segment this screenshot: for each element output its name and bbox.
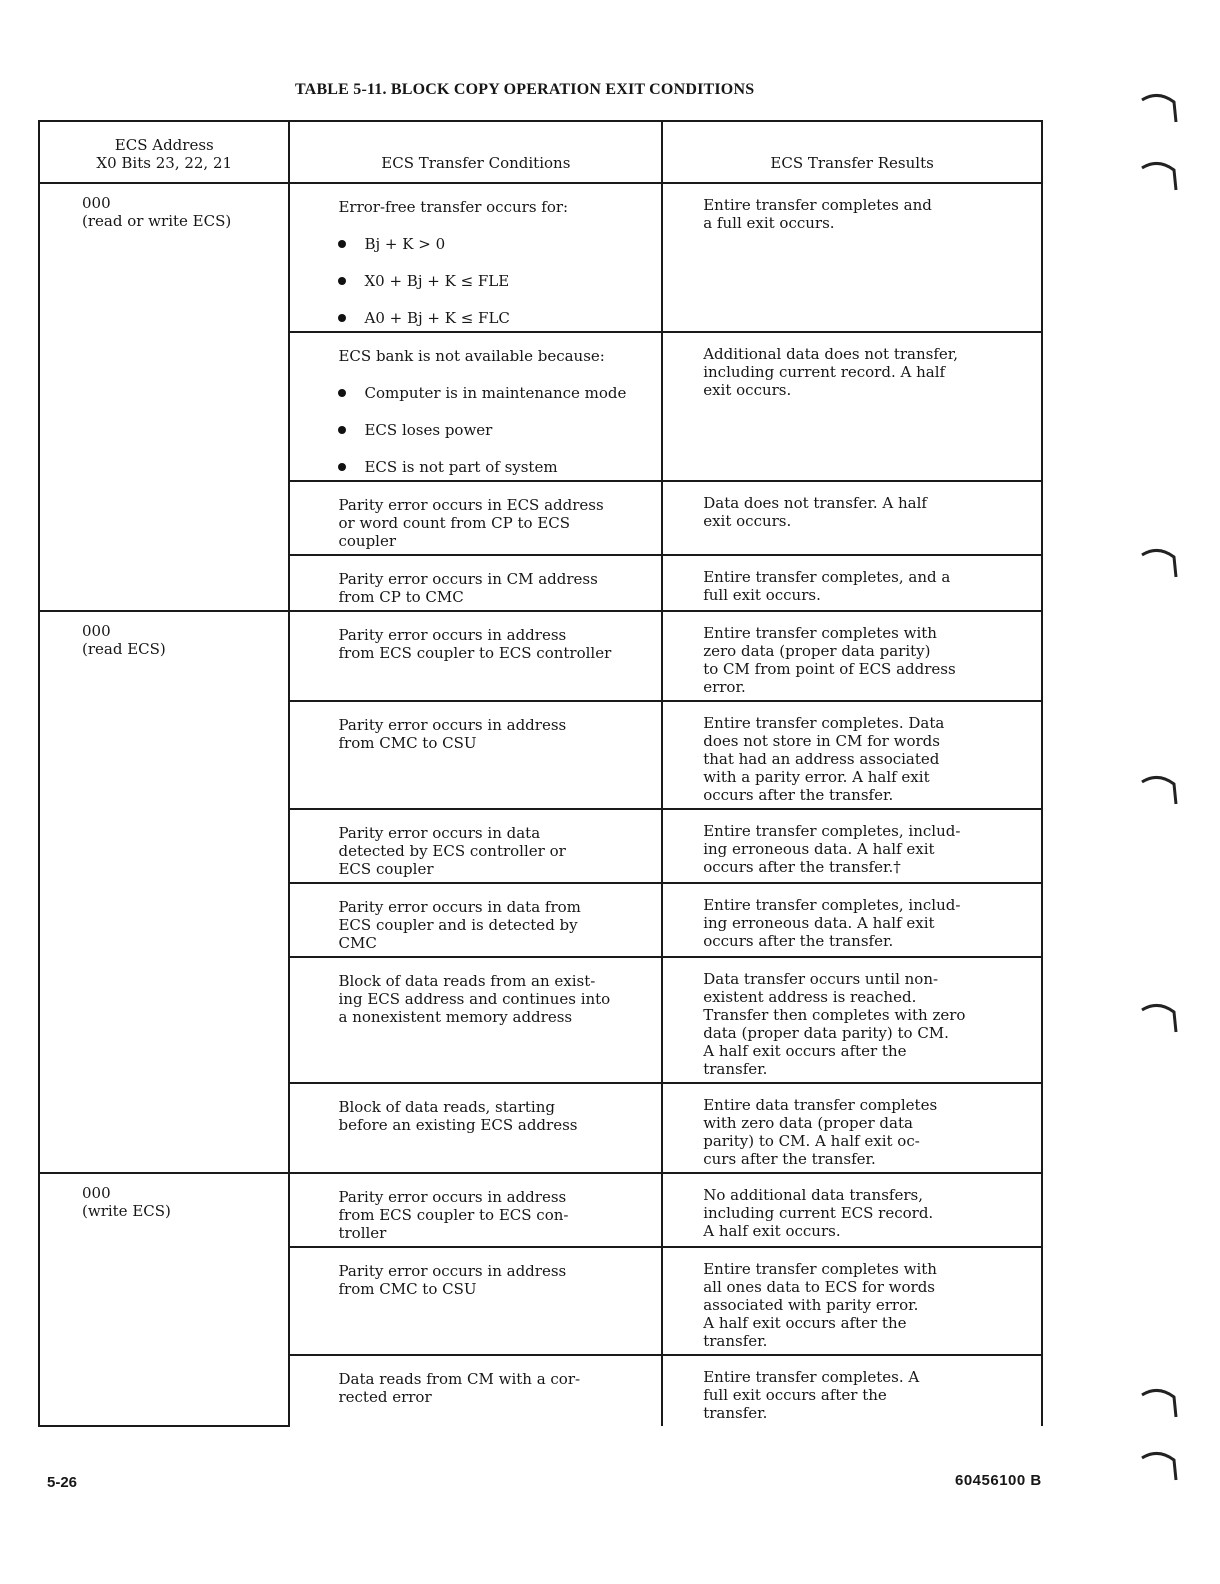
condition-cell [289, 1355, 662, 1426]
bullet-item: X0 + Bj + K ≤ FLE [338, 272, 651, 290]
result-cell [662, 555, 1042, 611]
condition-line: from ECS coupler to ECS controller [338, 644, 612, 662]
result-line: to CM from point of ECS address [703, 660, 956, 678]
result-cell [662, 1083, 1042, 1173]
condition-line: from CMC to CSU [338, 1280, 477, 1298]
result-cell [662, 1247, 1042, 1355]
condition-text: Error-free transfer occurs for: [338, 198, 569, 216]
header-transfer-conditions: ECS Transfer Conditions [289, 121, 662, 183]
header-ecs-address [39, 121, 289, 183]
result-line: Data transfer occurs until non- [703, 970, 939, 988]
result-line: Entire data transfer completes [703, 1096, 938, 1114]
condition-cell [289, 957, 662, 1083]
condition-cell [289, 332, 662, 481]
result-cell [662, 1355, 1042, 1426]
condition-line: from ECS coupler to ECS con- [338, 1206, 569, 1224]
result-line: exit occurs. [703, 512, 792, 530]
result-line: data (proper data parity) to CM. [703, 1024, 949, 1042]
condition-cell [289, 883, 662, 957]
condition-cell [289, 809, 662, 883]
result-cell [662, 883, 1042, 957]
result-line: error. [703, 678, 746, 696]
table-row [39, 183, 1042, 332]
result-line: transfer. [703, 1060, 768, 1078]
address-code: 000 [82, 194, 111, 212]
result-line: A half exit occurs after the [703, 1314, 907, 1332]
condition-cell [289, 183, 662, 332]
condition-cell [289, 1247, 662, 1355]
result-line: with zero data (proper data [703, 1114, 913, 1132]
result-line: A half exit occurs after the [703, 1042, 907, 1060]
condition-line: Parity error occurs in CM address [338, 570, 598, 588]
condition-cell [289, 611, 662, 701]
binder-ring-icon [1140, 1448, 1182, 1482]
condition-line: from CMC to CSU [338, 734, 477, 752]
result-line: zero data (proper data parity) [703, 642, 931, 660]
result-line: a full exit occurs. [703, 214, 835, 232]
document-number: 60456100 B [955, 1472, 1042, 1489]
table-row [39, 611, 1042, 701]
result-line: A half exit occurs. [703, 1222, 841, 1240]
result-cell [662, 611, 1042, 701]
result-line: full exit occurs after the [703, 1386, 887, 1404]
address-code: 000 [82, 622, 111, 640]
condition-cell [289, 481, 662, 555]
result-line: existent address is reached. [703, 988, 917, 1006]
condition-text: ECS bank is not available because: [338, 347, 605, 365]
address-cell-read-write [39, 183, 289, 611]
condition-line: before an existing ECS address [338, 1116, 578, 1134]
bullet-item: ECS loses power [338, 421, 651, 439]
result-line: that had an address associated [703, 750, 940, 768]
result-line: occurs after the transfer. [703, 932, 894, 950]
result-line: including current ECS record. [703, 1204, 934, 1222]
address-cell-read [39, 611, 289, 1173]
bullet-item: A0 + Bj + K ≤ FLC [338, 309, 651, 327]
result-cell [662, 481, 1042, 555]
address-mode: (write ECS) [82, 1202, 171, 1220]
result-cell [662, 701, 1042, 809]
condition-line: CMC [338, 934, 377, 952]
binder-ring-icon [1140, 1385, 1182, 1419]
binder-ring-icon [1140, 772, 1182, 806]
result-cell [662, 332, 1042, 481]
result-line: exit occurs. [703, 381, 792, 399]
binder-ring-icon [1140, 158, 1182, 192]
result-line: with a parity error. A half exit [703, 768, 930, 786]
result-line: occurs after the transfer.† [703, 858, 901, 876]
condition-line: detected by ECS controller or [338, 842, 566, 860]
condition-bullet-list [338, 384, 651, 476]
bullet-item: Bj + K > 0 [338, 235, 651, 253]
address-mode: (read ECS) [82, 640, 166, 658]
condition-line: ing ECS address and continues into [338, 990, 611, 1008]
result-line: Transfer then completes with zero [703, 1006, 966, 1024]
result-line: Entire transfer completes with [703, 624, 937, 642]
result-line: Entire transfer completes. Data [703, 714, 945, 732]
address-mode: (read or write ECS) [82, 212, 232, 230]
condition-line: coupler [338, 532, 397, 550]
binder-ring-icon [1140, 90, 1182, 124]
condition-line: Parity error occurs in data from [338, 898, 581, 916]
result-line: Entire transfer completes and [703, 196, 932, 214]
result-line: including current record. A half [703, 363, 946, 381]
condition-line: from CP to CMC [338, 588, 464, 606]
condition-cell [289, 1173, 662, 1247]
result-line: does not store in CM for words [703, 732, 940, 750]
table-row [39, 1173, 1042, 1247]
condition-line: Parity error occurs in ECS address [338, 496, 604, 514]
binder-ring-icon [1140, 545, 1182, 579]
condition-line: or word count from CP to ECS [338, 514, 571, 532]
condition-line: troller [338, 1224, 387, 1242]
header-transfer-results: ECS Transfer Results [662, 121, 1042, 183]
result-line: all ones data to ECS for words [703, 1278, 936, 1296]
condition-line: Parity error occurs in address [338, 626, 567, 644]
result-line: ing erroneous data. A half exit [703, 914, 935, 932]
condition-line: Block of data reads, starting [338, 1098, 555, 1116]
condition-line: Parity error occurs in address [338, 1188, 567, 1206]
condition-line: rected error [338, 1388, 432, 1406]
bullet-item: ECS is not part of system [338, 458, 651, 476]
exit-conditions-table [38, 120, 1043, 1427]
result-line: Entire transfer completes, and a [703, 568, 951, 586]
header-address-line-1: ECS Address [114, 136, 214, 154]
binder-ring-icon [1140, 1000, 1182, 1034]
condition-line: Block of data reads from an exist- [338, 972, 596, 990]
condition-line: ECS coupler [338, 860, 434, 878]
address-code: 000 [82, 1184, 111, 1202]
condition-line: a nonexistent memory address [338, 1008, 573, 1026]
condition-cell [289, 701, 662, 809]
result-line: full exit occurs. [703, 586, 821, 604]
result-cell [662, 809, 1042, 883]
result-line: transfer. [703, 1404, 768, 1422]
address-cell-write [39, 1173, 289, 1426]
condition-cell [289, 555, 662, 611]
condition-line: Parity error occurs in address [338, 716, 567, 734]
result-line: transfer. [703, 1332, 768, 1350]
page-title: TABLE 5-11. BLOCK COPY OPERATION EXIT CONDITIONS [295, 81, 755, 98]
result-line: associated with parity error. [703, 1296, 919, 1314]
result-cell [662, 957, 1042, 1083]
result-line: Entire transfer completes. A [703, 1368, 920, 1386]
result-line: Data does not transfer. A half [703, 494, 927, 512]
condition-line: Parity error occurs in data [338, 824, 541, 842]
result-line: Additional data does not transfer, [703, 345, 959, 363]
header-address-line-2: X0 Bits 23, 22, 21 [96, 154, 233, 172]
result-line: parity) to CM. A half exit oc- [703, 1132, 920, 1150]
result-cell [662, 183, 1042, 332]
result-line: Entire transfer completes, includ- [703, 822, 961, 840]
result-line: ing erroneous data. A half exit [703, 840, 935, 858]
condition-bullet-list [338, 235, 651, 327]
page-number: 5-26 [47, 1474, 78, 1491]
condition-line: ECS coupler and is detected by [338, 916, 578, 934]
result-line: curs after the transfer. [703, 1150, 876, 1168]
result-line: Entire transfer completes with [703, 1260, 937, 1278]
bullet-item: Computer is in maintenance mode [338, 384, 651, 402]
result-line: Entire transfer completes, includ- [703, 896, 961, 914]
result-cell [662, 1173, 1042, 1247]
table-header-row [39, 121, 1042, 183]
condition-cell [289, 1083, 662, 1173]
condition-line: Parity error occurs in address [338, 1262, 567, 1280]
result-line: No additional data transfers, [703, 1186, 923, 1204]
condition-line: Data reads from CM with a cor- [338, 1370, 581, 1388]
result-line: occurs after the transfer. [703, 786, 894, 804]
